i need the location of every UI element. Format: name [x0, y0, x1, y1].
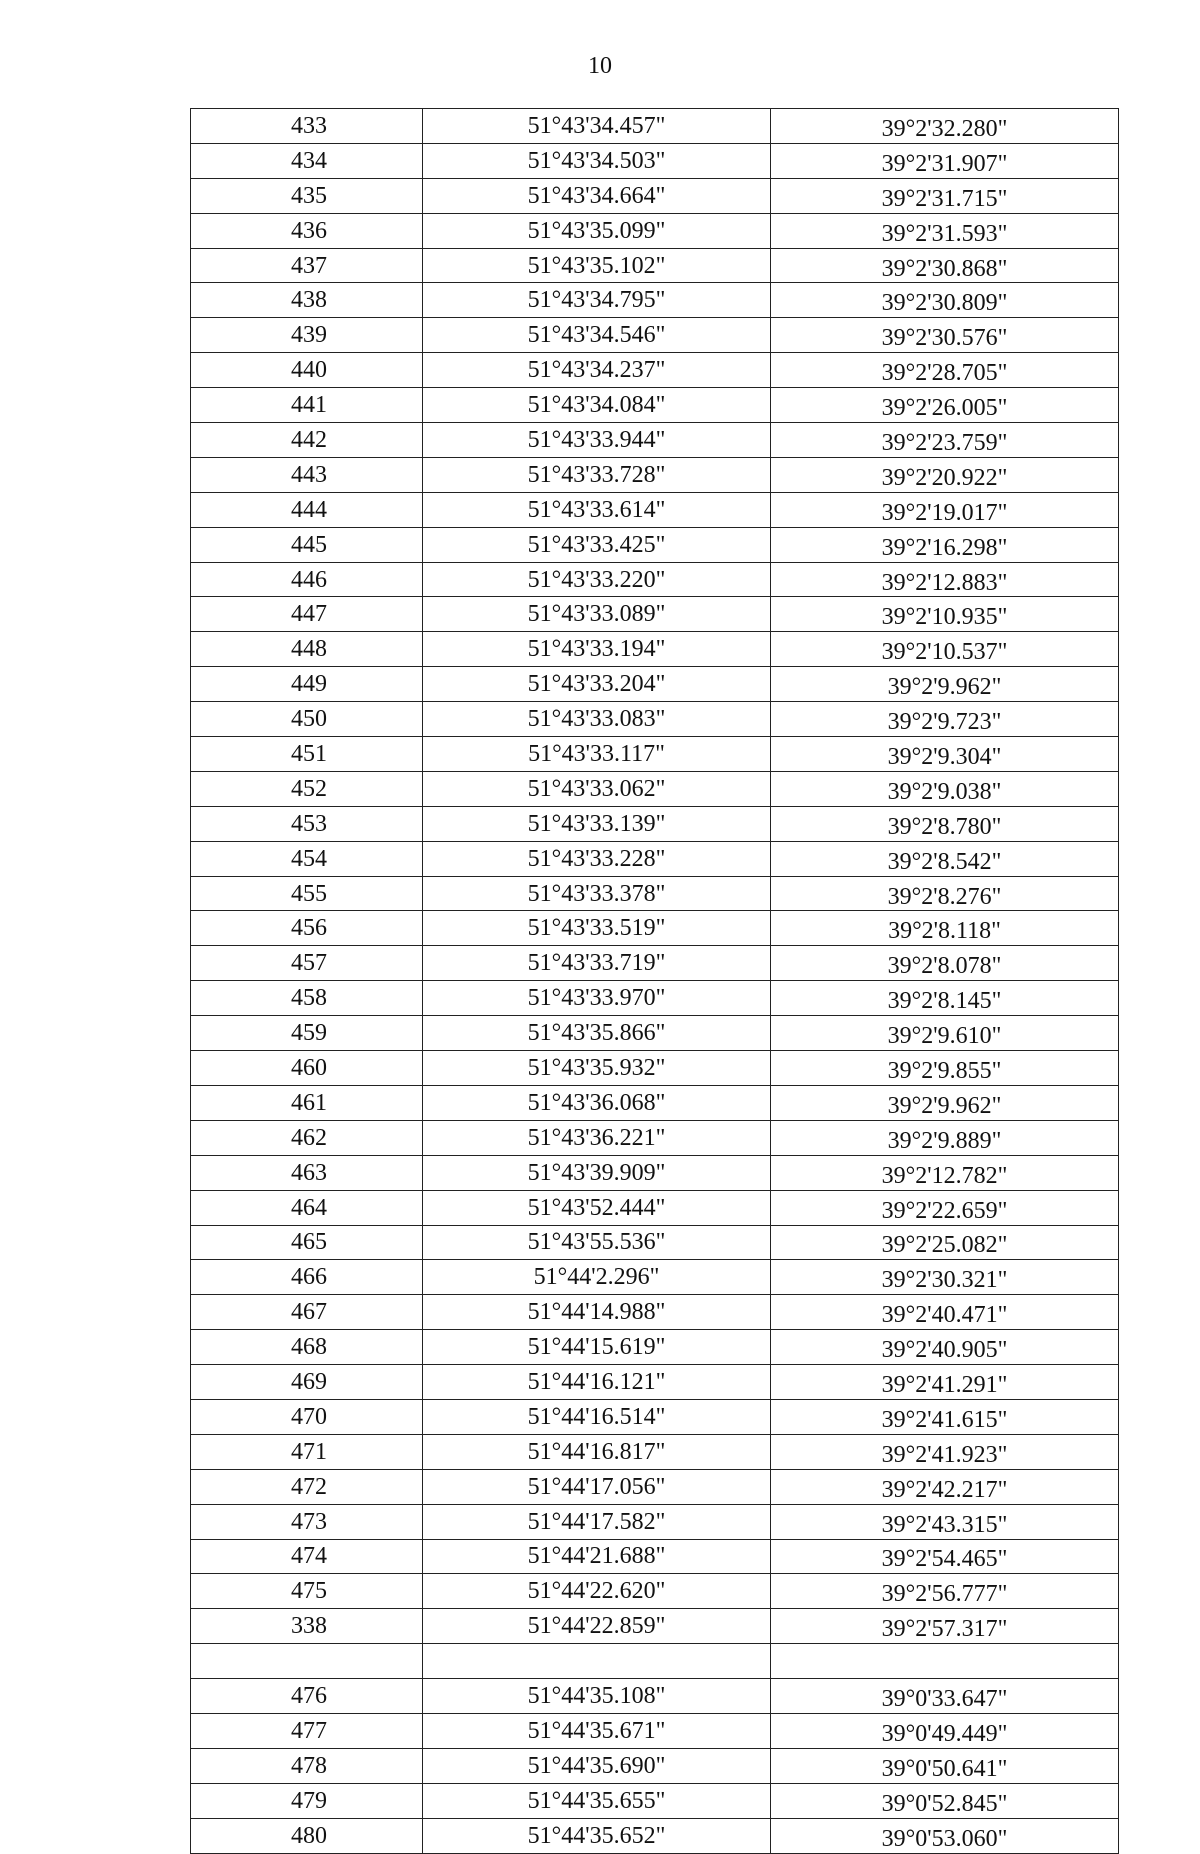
longitude-cell: 39°0'53.060"	[771, 1818, 1119, 1853]
point-number-cell: 451	[191, 737, 423, 772]
longitude-cell: 39°2'8.276"	[771, 876, 1119, 911]
table-row	[191, 1295, 1119, 1330]
point-number-cell: 469	[191, 1365, 423, 1400]
table-row	[191, 1679, 1119, 1714]
latitude-cell: 51°44'22.620"	[423, 1574, 771, 1609]
longitude-cell: 39°2'31.907"	[771, 143, 1119, 178]
latitude-cell: 51°43'35.932"	[423, 1051, 771, 1086]
point-number-cell: 475	[191, 1574, 423, 1609]
point-number-cell: 466	[191, 1260, 423, 1295]
latitude-cell: 51°43'33.220"	[423, 562, 771, 597]
latitude-cell: 51°43'39.909"	[423, 1155, 771, 1190]
point-number-cell: 460	[191, 1051, 423, 1086]
latitude-cell: 51°43'33.204"	[423, 667, 771, 702]
latitude-cell: 51°44'2.296"	[423, 1260, 771, 1295]
point-number-cell: 442	[191, 423, 423, 458]
longitude-cell: 39°2'8.145"	[771, 981, 1119, 1016]
latitude-cell: 51°43'34.664"	[423, 178, 771, 213]
point-number-cell: 439	[191, 318, 423, 353]
table-row	[191, 283, 1119, 318]
longitude-cell: 39°2'9.304"	[771, 737, 1119, 772]
point-number-cell: 455	[191, 876, 423, 911]
table-row	[191, 1155, 1119, 1190]
longitude-cell: 39°0'49.449"	[771, 1713, 1119, 1748]
point-number-cell: 452	[191, 771, 423, 806]
table-row	[191, 1539, 1119, 1574]
point-number-cell: 461	[191, 1085, 423, 1120]
point-number-cell: 467	[191, 1295, 423, 1330]
point-number-cell: 440	[191, 353, 423, 388]
point-number-cell: 468	[191, 1330, 423, 1365]
longitude-cell: 39°2'20.922"	[771, 457, 1119, 492]
longitude-cell: 39°2'30.576"	[771, 318, 1119, 353]
longitude-cell: 39°0'50.641"	[771, 1748, 1119, 1783]
table-row	[191, 1399, 1119, 1434]
table-row	[191, 1260, 1119, 1295]
latitude-cell: 51°44'15.619"	[423, 1330, 771, 1365]
table-row	[191, 109, 1119, 144]
latitude-cell: 51°44'16.817"	[423, 1434, 771, 1469]
latitude-cell: 51°43'33.194"	[423, 632, 771, 667]
latitude-cell: 51°43'33.614"	[423, 492, 771, 527]
latitude-cell: 51°43'34.795"	[423, 283, 771, 318]
longitude-cell: 39°2'9.889"	[771, 1120, 1119, 1155]
longitude-cell: 39°0'52.845"	[771, 1783, 1119, 1818]
latitude-cell: 51°44'35.652"	[423, 1818, 771, 1853]
table-row	[191, 876, 1119, 911]
longitude-cell: 39°2'43.315"	[771, 1504, 1119, 1539]
latitude-cell: 51°44'17.056"	[423, 1469, 771, 1504]
table-row	[191, 1434, 1119, 1469]
point-number-cell: 463	[191, 1155, 423, 1190]
point-number-cell: 458	[191, 981, 423, 1016]
table-row	[191, 423, 1119, 458]
latitude-cell: 51°43'33.519"	[423, 911, 771, 946]
point-number-cell: 446	[191, 562, 423, 597]
table-row	[191, 1469, 1119, 1504]
point-number-cell: 473	[191, 1504, 423, 1539]
longitude-cell: 39°2'12.782"	[771, 1155, 1119, 1190]
longitude-cell: 39°2'41.923"	[771, 1434, 1119, 1469]
latitude-cell: 51°43'33.139"	[423, 806, 771, 841]
latitude-cell	[423, 1644, 771, 1679]
point-number-cell: 443	[191, 457, 423, 492]
table-row	[191, 1120, 1119, 1155]
longitude-cell: 39°2'30.809"	[771, 283, 1119, 318]
longitude-cell: 39°2'31.715"	[771, 178, 1119, 213]
longitude-cell: 39°2'16.298"	[771, 527, 1119, 562]
point-number-cell: 474	[191, 1539, 423, 1574]
point-number-cell: 462	[191, 1120, 423, 1155]
longitude-cell: 39°2'10.935"	[771, 597, 1119, 632]
latitude-cell: 51°43'34.084"	[423, 388, 771, 423]
longitude-cell	[771, 1644, 1119, 1679]
latitude-cell: 51°43'33.425"	[423, 527, 771, 562]
point-number-cell: 338	[191, 1609, 423, 1644]
point-number-cell: 447	[191, 597, 423, 632]
point-number-cell: 478	[191, 1748, 423, 1783]
table-row	[191, 527, 1119, 562]
table-row	[191, 562, 1119, 597]
point-number-cell: 454	[191, 841, 423, 876]
longitude-cell: 39°2'10.537"	[771, 632, 1119, 667]
table-row	[191, 806, 1119, 841]
longitude-cell: 39°2'30.868"	[771, 248, 1119, 283]
longitude-cell: 39°2'9.038"	[771, 771, 1119, 806]
table-row	[191, 178, 1119, 213]
latitude-cell: 51°43'33.728"	[423, 457, 771, 492]
latitude-cell: 51°43'35.102"	[423, 248, 771, 283]
table-row	[191, 318, 1119, 353]
point-number-cell: 470	[191, 1399, 423, 1434]
latitude-cell: 51°43'35.866"	[423, 1016, 771, 1051]
longitude-cell: 39°2'8.118"	[771, 911, 1119, 946]
table-row	[191, 457, 1119, 492]
longitude-cell: 39°0'33.647"	[771, 1679, 1119, 1714]
table-row	[191, 597, 1119, 632]
table-row	[191, 1783, 1119, 1818]
point-number-cell: 471	[191, 1434, 423, 1469]
latitude-cell: 51°44'35.108"	[423, 1679, 771, 1714]
point-number-cell: 436	[191, 213, 423, 248]
table-row	[191, 1713, 1119, 1748]
longitude-cell: 39°2'12.883"	[771, 562, 1119, 597]
longitude-cell: 39°2'40.905"	[771, 1330, 1119, 1365]
table-row	[191, 1748, 1119, 1783]
table-row	[191, 1330, 1119, 1365]
latitude-cell: 51°43'34.237"	[423, 353, 771, 388]
latitude-cell: 51°44'16.514"	[423, 1399, 771, 1434]
table-row	[191, 1504, 1119, 1539]
table-row	[191, 841, 1119, 876]
latitude-cell: 51°43'35.099"	[423, 213, 771, 248]
point-number-cell: 457	[191, 946, 423, 981]
table-row	[191, 667, 1119, 702]
point-number-cell: 438	[191, 283, 423, 318]
point-number-cell: 449	[191, 667, 423, 702]
table-row	[191, 213, 1119, 248]
table-row	[191, 1225, 1119, 1260]
latitude-cell: 51°44'17.582"	[423, 1504, 771, 1539]
point-number-cell: 435	[191, 178, 423, 213]
latitude-cell: 51°43'33.117"	[423, 737, 771, 772]
point-number-cell: 450	[191, 702, 423, 737]
table-row	[191, 388, 1119, 423]
point-number-cell: 480	[191, 1818, 423, 1853]
longitude-cell: 39°2'25.082"	[771, 1225, 1119, 1260]
point-number-cell: 477	[191, 1713, 423, 1748]
latitude-cell: 51°43'36.068"	[423, 1085, 771, 1120]
longitude-cell: 39°2'57.317"	[771, 1609, 1119, 1644]
table-row	[191, 353, 1119, 388]
coordinates-table-body	[191, 109, 1119, 1854]
table-row	[191, 632, 1119, 667]
table-row	[191, 492, 1119, 527]
point-number-cell: 465	[191, 1225, 423, 1260]
longitude-cell: 39°2'8.780"	[771, 806, 1119, 841]
latitude-cell: 51°44'14.988"	[423, 1295, 771, 1330]
longitude-cell: 39°2'42.217"	[771, 1469, 1119, 1504]
point-number-cell: 441	[191, 388, 423, 423]
latitude-cell: 51°43'52.444"	[423, 1190, 771, 1225]
latitude-cell: 51°44'35.671"	[423, 1713, 771, 1748]
point-number-cell: 479	[191, 1783, 423, 1818]
table-row	[191, 737, 1119, 772]
table-row	[191, 1190, 1119, 1225]
table-row	[191, 1016, 1119, 1051]
latitude-cell: 51°44'22.859"	[423, 1609, 771, 1644]
latitude-cell: 51°43'33.944"	[423, 423, 771, 458]
longitude-cell: 39°2'40.471"	[771, 1295, 1119, 1330]
point-number-cell: 433	[191, 109, 423, 144]
point-number-cell: 448	[191, 632, 423, 667]
latitude-cell: 51°43'34.503"	[423, 143, 771, 178]
latitude-cell: 51°44'16.121"	[423, 1365, 771, 1400]
table-row	[191, 1085, 1119, 1120]
longitude-cell: 39°2'26.005"	[771, 388, 1119, 423]
point-number-cell: 445	[191, 527, 423, 562]
latitude-cell: 51°43'33.089"	[423, 597, 771, 632]
longitude-cell: 39°2'54.465"	[771, 1539, 1119, 1574]
longitude-cell: 39°2'28.705"	[771, 353, 1119, 388]
longitude-cell: 39°2'22.659"	[771, 1190, 1119, 1225]
point-number-cell: 453	[191, 806, 423, 841]
latitude-cell: 51°44'21.688"	[423, 1539, 771, 1574]
longitude-cell: 39°2'31.593"	[771, 213, 1119, 248]
longitude-cell: 39°2'9.610"	[771, 1016, 1119, 1051]
table-row	[191, 702, 1119, 737]
point-number-cell: 444	[191, 492, 423, 527]
table-row	[191, 1051, 1119, 1086]
point-number-cell: 476	[191, 1679, 423, 1714]
latitude-cell: 51°43'55.536"	[423, 1225, 771, 1260]
table-row	[191, 248, 1119, 283]
longitude-cell: 39°2'23.759"	[771, 423, 1119, 458]
latitude-cell: 51°43'34.457"	[423, 109, 771, 144]
page-number: 10	[588, 53, 612, 79]
longitude-cell: 39°2'19.017"	[771, 492, 1119, 527]
longitude-cell: 39°2'56.777"	[771, 1574, 1119, 1609]
longitude-cell: 39°2'9.855"	[771, 1051, 1119, 1086]
point-number-cell: 459	[191, 1016, 423, 1051]
longitude-cell: 39°2'9.962"	[771, 1085, 1119, 1120]
latitude-cell: 51°43'33.719"	[423, 946, 771, 981]
point-number-cell: 472	[191, 1469, 423, 1504]
table-row	[191, 1818, 1119, 1853]
longitude-cell: 39°2'9.962"	[771, 667, 1119, 702]
point-number-cell: 434	[191, 143, 423, 178]
latitude-cell: 51°43'33.970"	[423, 981, 771, 1016]
latitude-cell: 51°43'36.221"	[423, 1120, 771, 1155]
longitude-cell: 39°2'8.542"	[771, 841, 1119, 876]
longitude-cell: 39°2'41.291"	[771, 1365, 1119, 1400]
point-number-cell: 464	[191, 1190, 423, 1225]
table-row	[191, 911, 1119, 946]
table-row	[191, 1365, 1119, 1400]
table-row-blank	[191, 1644, 1119, 1679]
latitude-cell: 51°43'33.378"	[423, 876, 771, 911]
point-number-cell	[191, 1644, 423, 1679]
latitude-cell: 51°43'34.546"	[423, 318, 771, 353]
latitude-cell: 51°44'35.655"	[423, 1783, 771, 1818]
table-row	[191, 143, 1119, 178]
longitude-cell: 39°2'9.723"	[771, 702, 1119, 737]
latitude-cell: 51°44'35.690"	[423, 1748, 771, 1783]
longitude-cell: 39°2'8.078"	[771, 946, 1119, 981]
longitude-cell: 39°2'30.321"	[771, 1260, 1119, 1295]
table-row	[191, 771, 1119, 806]
longitude-cell: 39°2'32.280"	[771, 109, 1119, 144]
coordinates-table	[190, 108, 1119, 1854]
longitude-cell: 39°2'41.615"	[771, 1399, 1119, 1434]
table-row	[191, 946, 1119, 981]
point-number-cell: 456	[191, 911, 423, 946]
latitude-cell: 51°43'33.083"	[423, 702, 771, 737]
latitude-cell: 51°43'33.228"	[423, 841, 771, 876]
latitude-cell: 51°43'33.062"	[423, 771, 771, 806]
point-number-cell: 437	[191, 248, 423, 283]
table-row	[191, 1574, 1119, 1609]
table-row	[191, 1609, 1119, 1644]
table-row	[191, 981, 1119, 1016]
